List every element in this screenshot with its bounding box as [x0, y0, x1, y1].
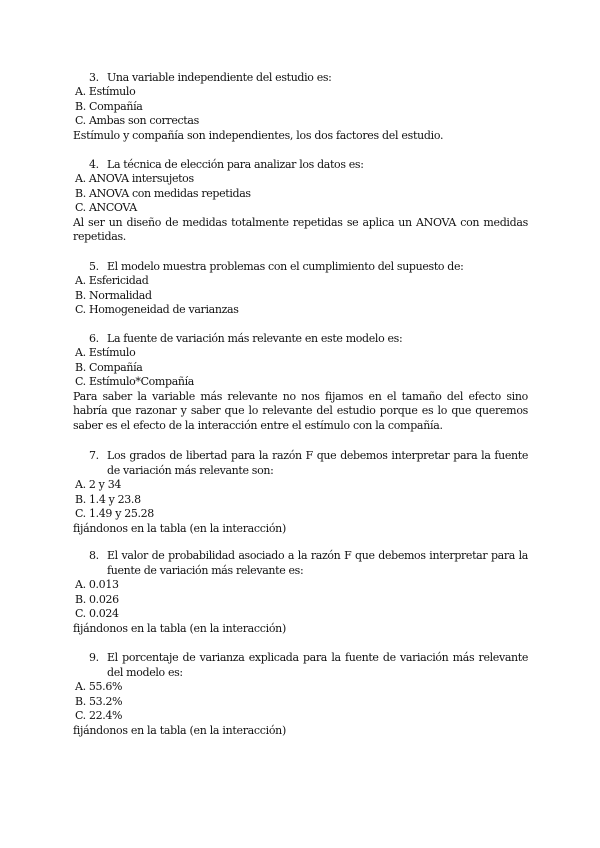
question-number: 9.	[89, 651, 99, 664]
option-a: A. 2 y 34	[75, 478, 121, 491]
option-c: C. Estímulo*Compañía	[75, 375, 195, 388]
question-number: 3.	[89, 71, 99, 84]
question-stem	[73, 259, 528, 274]
question-number: 5.	[89, 260, 99, 273]
question-text: La técnica de elección para analizar los datos es:	[107, 158, 364, 171]
question-stem	[73, 70, 528, 85]
option-b: B. Compañía	[75, 99, 143, 113]
question-7	[73, 448, 528, 536]
option-c: C. Homogeneidad de varianzas	[75, 303, 239, 316]
option-a: A. Estímulo	[75, 85, 136, 98]
question-8	[73, 548, 528, 636]
option-b: B. Normalidad	[75, 288, 152, 302]
question-number: 7.	[89, 449, 99, 462]
option-a: A. Esfericidad	[75, 274, 149, 287]
option-c: C. 0.024	[75, 607, 119, 620]
question-6	[73, 331, 528, 433]
option-c: C. 22.4%	[75, 709, 123, 722]
answer-note: Para saber la variable más relevante no nos fijamos en el tamaño del efecto sino habría que razonar y saber que lo relevante del estudio porque es lo que queremos saber es el efecto de la interacción entre el estímulo con la compañía.	[73, 389, 528, 432]
option-c: C. 1.49 y 25.28	[75, 507, 154, 520]
question-3	[73, 70, 528, 143]
answer-note: Al ser un diseño de medidas totalmente repetidas se aplica un ANOVA con medidas repetidas.	[73, 215, 528, 243]
answer-note: fijándonos en la tabla (en la interacción)	[73, 521, 286, 535]
question-text: El porcentaje de varianza explicada para la fuente de variación más relevante del modelo es:	[107, 651, 528, 679]
option-b: B. Compañía	[75, 360, 143, 374]
answer-note: fijándonos en la tabla (en la interacción)	[73, 621, 286, 635]
answer-note: Estímulo y compañía son independientes, los dos factores del estudio.	[73, 128, 444, 142]
answer-note: fijándonos en la tabla (en la interacción)	[73, 723, 286, 737]
option-b: B. ANOVA con medidas repetidas	[75, 186, 251, 200]
option-c: C. ANCOVA	[75, 201, 137, 214]
option-a: A. 55.6%	[75, 680, 123, 693]
option-a: A. 0.013	[75, 578, 119, 591]
option-b: B. 0.026	[75, 592, 119, 606]
option-b: B. 53.2%	[75, 694, 123, 708]
question-stem	[73, 157, 528, 172]
question-text: El modelo muestra problemas con el cumplimiento del supuesto de:	[107, 260, 464, 273]
question-4	[73, 157, 528, 245]
question-stem	[73, 448, 528, 478]
question-text: Una variable independiente del estudio es:	[107, 71, 332, 84]
question-number: 6.	[89, 332, 99, 345]
question-stem	[73, 331, 528, 346]
question-number: 8.	[89, 549, 99, 562]
question-text: El valor de probabilidad asociado a la razón F que debemos interpretar para la fuente de variación más relevante es:	[107, 549, 528, 577]
question-text: Los grados de libertad para la razón F que debemos interpretar para la fuente de variación más relevante son:	[107, 449, 528, 477]
option-a: A. ANOVA intersujetos	[75, 172, 194, 185]
option-a: A. Estímulo	[75, 346, 136, 359]
option-c: C. Ambas son correctas	[75, 114, 199, 127]
question-text: La fuente de variación más relevante en este modelo es:	[107, 332, 403, 345]
question-5	[73, 259, 528, 318]
question-number: 4.	[89, 158, 99, 171]
question-stem	[73, 650, 528, 680]
question-9	[73, 650, 528, 738]
option-b: B. 1.4 y 23.8	[75, 492, 141, 506]
question-stem	[73, 548, 528, 578]
